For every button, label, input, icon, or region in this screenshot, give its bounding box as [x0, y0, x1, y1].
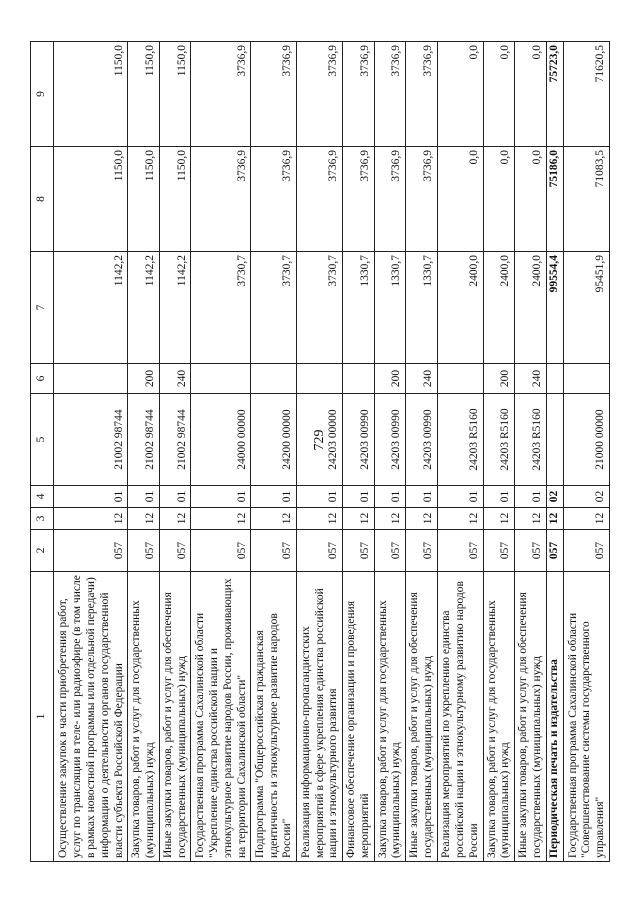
- header-row: [31, 42, 54, 862]
- table-row: [191, 42, 251, 862]
- row-name: Реализация информационно-пропагандистских мероприятий в сфере укрепления единства российской нации и этнокультурного развития: [297, 572, 343, 862]
- cell-section: 12: [406, 508, 438, 530]
- cell-expense-type: 200: [374, 364, 406, 394]
- cell-ministry: 057: [343, 530, 375, 572]
- row-name: Иные закупки товаров, работ и услуг для обеспечения государственных (муниципальных) нужд: [159, 572, 191, 862]
- cell-amount-year3: 0,0: [515, 42, 547, 147]
- cell-target-article: [546, 394, 563, 486]
- cell-section: 12: [515, 508, 547, 530]
- cell-amount-year2: 3736,9: [406, 147, 438, 252]
- cell-subsection: 01: [159, 486, 191, 508]
- cell-amount-year3: 0,0: [437, 42, 483, 147]
- cell-section: 12: [483, 508, 515, 530]
- cell-subsection: 02: [564, 486, 610, 508]
- cell-ministry: 057: [374, 530, 406, 572]
- cell-amount-year1: 1330,7: [406, 252, 438, 364]
- cell-section: 12: [374, 508, 406, 530]
- row-name: Периодическая печать и издательства: [546, 572, 563, 862]
- column-header-7: 7: [31, 252, 54, 364]
- cell-amount-year2: 3736,9: [374, 147, 406, 252]
- cell-amount-year2: 3736,9: [251, 147, 297, 252]
- column-header-6: 6: [31, 364, 54, 394]
- cell-ministry: 057: [406, 530, 438, 572]
- cell-expense-type: [437, 364, 483, 394]
- cell-ministry: 057: [159, 530, 191, 572]
- cell-expense-type: [546, 364, 563, 394]
- cell-target-article: 24000 00000: [191, 394, 251, 486]
- cell-amount-year3: 3736,9: [251, 42, 297, 147]
- cell-section: 12: [297, 508, 343, 530]
- cell-amount-year3: 75723,0: [546, 42, 563, 147]
- page-number: 729: [312, 429, 327, 451]
- cell-target-article: 24203 00990: [406, 394, 438, 486]
- cell-subsection: 01: [406, 486, 438, 508]
- cell-section: 12: [191, 508, 251, 530]
- cell-target-article: 21002 98744: [54, 394, 128, 486]
- cell-subsection: 01: [515, 486, 547, 508]
- cell-expense-type: [54, 364, 128, 394]
- cell-amount-year1: 1142,2: [54, 252, 128, 364]
- table-row: [54, 42, 128, 862]
- cell-expense-type: 240: [515, 364, 547, 394]
- cell-amount-year2: 75186,0: [546, 147, 563, 252]
- table-row: [251, 42, 297, 862]
- cell-target-article: 24203 00990: [343, 394, 375, 486]
- cell-section: 12: [564, 508, 610, 530]
- cell-ministry: 057: [564, 530, 610, 572]
- cell-subsection: 01: [297, 486, 343, 508]
- cell-target-article: 21002 98744: [128, 394, 160, 486]
- rotated-page: [30, 42, 610, 862]
- column-header-8: 8: [31, 147, 54, 252]
- cell-section: 12: [343, 508, 375, 530]
- cell-ministry: 057: [515, 530, 547, 572]
- cell-amount-year1: 3730,7: [297, 252, 343, 364]
- cell-expense-type: [343, 364, 375, 394]
- table-row: [546, 42, 563, 862]
- table-row: [437, 42, 483, 862]
- cell-section: 12: [159, 508, 191, 530]
- cell-target-article: 24203 R5160: [483, 394, 515, 486]
- column-header-5: 5: [31, 394, 54, 486]
- cell-expense-type: [564, 364, 610, 394]
- cell-amount-year2: 0,0: [515, 147, 547, 252]
- cell-section: 12: [437, 508, 483, 530]
- table-row: [406, 42, 438, 862]
- cell-subsection: 01: [128, 486, 160, 508]
- budget-table: [30, 41, 610, 862]
- cell-amount-year1: 1142,2: [159, 252, 191, 364]
- cell-target-article: 24203 00990: [374, 394, 406, 486]
- cell-amount-year1: 1330,7: [343, 252, 375, 364]
- cell-amount-year1: 3730,7: [191, 252, 251, 364]
- table-row: [159, 42, 191, 862]
- cell-amount-year3: 71620,5: [564, 42, 610, 147]
- cell-expense-type: 240: [406, 364, 438, 394]
- cell-amount-year1: 2400,0: [483, 252, 515, 364]
- cell-amount-year3: 1150,0: [128, 42, 160, 147]
- row-name: Закупка товаров, работ и услуг для государственных (муниципальных) нужд: [374, 572, 406, 862]
- row-name: Закупка товаров, работ и услуг для государственных (муниципальных) нужд: [483, 572, 515, 862]
- table-row: [564, 42, 610, 862]
- row-name: Подпрограмма "Общероссийская гражданская идентичность и этнокультурное развитие народов России": [251, 572, 297, 862]
- cell-subsection: 01: [437, 486, 483, 508]
- cell-amount-year2: 1150,0: [54, 147, 128, 252]
- cell-amount-year1: 1142,2: [128, 252, 160, 364]
- row-name: Осуществление закупок в части приобретения работ, услуг по трансляции в теле- или радиоэфире (в том числе в рамках новостной программы или отдельной передачи) информации о деятельности органов государственной власти субъекта Российской Федерации: [54, 572, 128, 862]
- cell-amount-year3: 3736,9: [297, 42, 343, 147]
- cell-amount-year2: 1150,0: [128, 147, 160, 252]
- cell-amount-year3: 1150,0: [54, 42, 128, 147]
- row-name: Государственная программа Сахалинской области "Совершенствование системы государственного управления": [564, 572, 610, 862]
- column-header-1: 1: [31, 572, 54, 862]
- cell-amount-year1: 2400,0: [437, 252, 483, 364]
- cell-amount-year1: 1330,7: [374, 252, 406, 364]
- cell-amount-year3: 3736,9: [406, 42, 438, 147]
- table-body: [54, 42, 610, 862]
- cell-target-article: 24200 00000: [251, 394, 297, 486]
- cell-amount-year1: 99554,4: [546, 252, 563, 364]
- cell-ministry: 057: [128, 530, 160, 572]
- cell-expense-type: [297, 364, 343, 394]
- row-name: Иные закупки товаров, работ и услуг для обеспечения государственных (муниципальных) нужд: [406, 572, 438, 862]
- cell-amount-year3: 3736,9: [191, 42, 251, 147]
- cell-amount-year2: 71083,5: [564, 147, 610, 252]
- row-name: Государственная программа Сахалинской области "Укрепление единства российской нации и этнокультурное развитие народов России, проживающих на территории Сахалинской области": [191, 572, 251, 862]
- cell-amount-year1: 3730,7: [251, 252, 297, 364]
- cell-expense-type: [191, 364, 251, 394]
- cell-target-article: 21000 00000: [564, 394, 610, 486]
- cell-target-article: 24203 R5160: [437, 394, 483, 486]
- cell-target-article: 24203 R5160: [515, 394, 547, 486]
- table-row: [297, 42, 343, 862]
- cell-amount-year3: 3736,9: [343, 42, 375, 147]
- cell-section: 12: [54, 508, 128, 530]
- cell-amount-year2: 0,0: [437, 147, 483, 252]
- cell-expense-type: 240: [159, 364, 191, 394]
- table-row: [343, 42, 375, 862]
- cell-amount-year3: 0,0: [483, 42, 515, 147]
- cell-ministry: 057: [54, 530, 128, 572]
- row-name: Реализация мероприятий по укреплению единства российской нации и этнокультурному развитию народов России: [437, 572, 483, 862]
- table-row: [374, 42, 406, 862]
- cell-amount-year1: 2400,0: [515, 252, 547, 364]
- column-header-2: 2: [31, 530, 54, 572]
- cell-ministry: 057: [297, 530, 343, 572]
- cell-expense-type: 200: [128, 364, 160, 394]
- cell-section: 12: [251, 508, 297, 530]
- cell-amount-year2: 1150,0: [159, 147, 191, 252]
- row-name: Финансовое обеспечение организации и проведения мероприятий: [343, 572, 375, 862]
- cell-expense-type: [251, 364, 297, 394]
- cell-section: 12: [128, 508, 160, 530]
- cell-subsection: 02: [546, 486, 563, 508]
- cell-amount-year3: 1150,0: [159, 42, 191, 147]
- cell-subsection: 01: [483, 486, 515, 508]
- cell-ministry: 057: [191, 530, 251, 572]
- row-name: Иные закупки товаров, работ и услуг для обеспечения государственных (муниципальных) нужд: [515, 572, 547, 862]
- column-header-4: 4: [31, 486, 54, 508]
- cell-subsection: 01: [374, 486, 406, 508]
- cell-section: 12: [546, 508, 563, 530]
- table-row: [515, 42, 547, 862]
- cell-target-article: 24203 00000: [297, 394, 343, 486]
- cell-ministry: 057: [483, 530, 515, 572]
- cell-subsection: 01: [54, 486, 128, 508]
- cell-amount-year2: 3736,9: [191, 147, 251, 252]
- cell-amount-year2: 0,0: [483, 147, 515, 252]
- cell-expense-type: 200: [483, 364, 515, 394]
- cell-amount-year2: 3736,9: [297, 147, 343, 252]
- cell-ministry: 057: [546, 530, 563, 572]
- cell-amount-year2: 3736,9: [343, 147, 375, 252]
- cell-ministry: 057: [251, 530, 297, 572]
- cell-amount-year3: 3736,9: [374, 42, 406, 147]
- cell-amount-year1: 95451,9: [564, 252, 610, 364]
- row-name: Закупка товаров, работ и услуг для государственных (муниципальных) нужд: [128, 572, 160, 862]
- table-row: [128, 42, 160, 862]
- column-header-9: 9: [31, 42, 54, 147]
- cell-ministry: 057: [437, 530, 483, 572]
- cell-subsection: 01: [251, 486, 297, 508]
- table-row: [483, 42, 515, 862]
- cell-target-article: 21002 98744: [159, 394, 191, 486]
- column-header-3: 3: [31, 508, 54, 530]
- cell-subsection: 01: [343, 486, 375, 508]
- cell-subsection: 01: [191, 486, 251, 508]
